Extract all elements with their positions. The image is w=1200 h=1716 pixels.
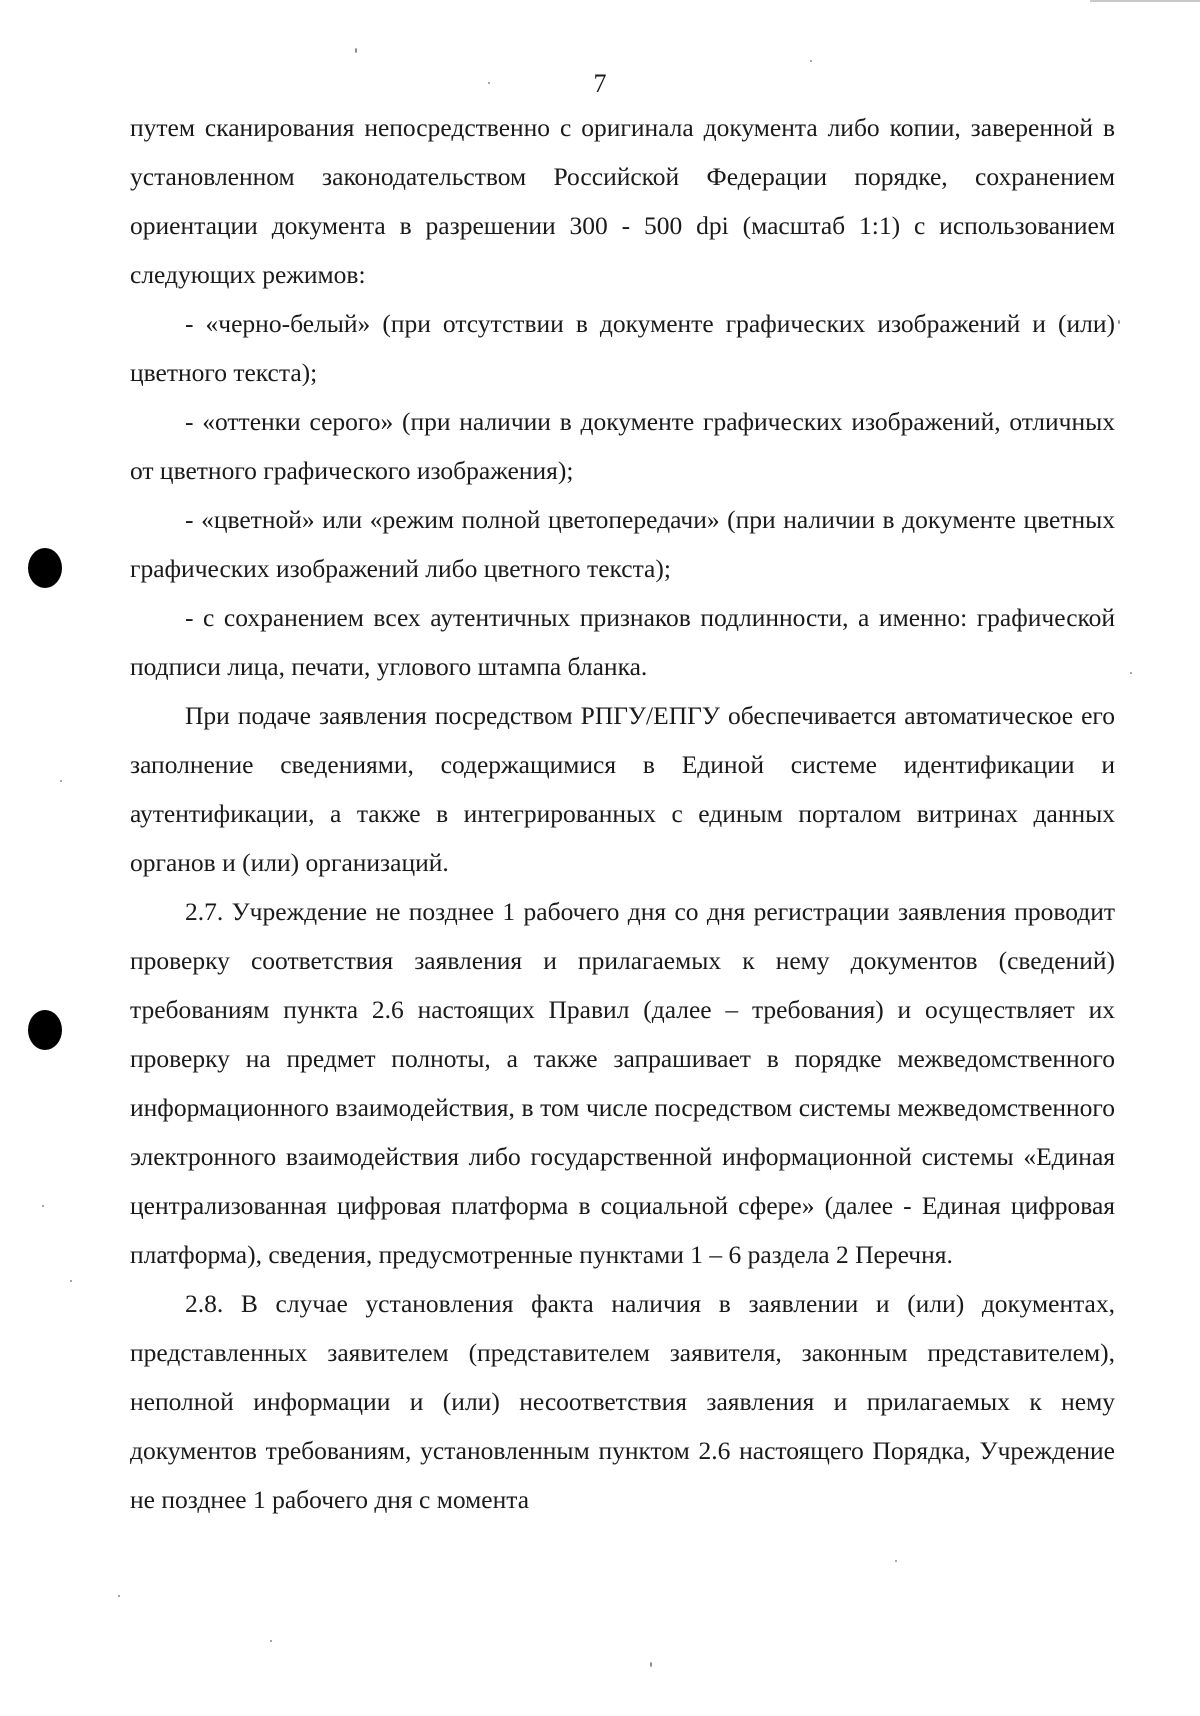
scan-speck bbox=[810, 60, 812, 62]
paragraph-scan-requirements: путем сканирования непосредственно с оригинала документа либо копии, заверенной в установленном законодательством Российской Федерации порядке, сохранением ориентации документа в разрешении 300 - 500 dpi (масштаб 1:1) с использованием следующих режимов: bbox=[130, 113, 1115, 289]
paragraph-mode-grayscale: - «оттенки серого» (при наличии в документе графических изображений, отличных от цветного графического изображения); bbox=[130, 407, 1115, 485]
scan-speck bbox=[70, 1280, 72, 1282]
scan-speck bbox=[270, 1640, 272, 1642]
paragraph-mode-black-white: - «черно-белый» (при отсутствии в документе графических изображений и (или) цветного текста); bbox=[130, 309, 1115, 387]
paragraph-2-7: 2.7. Учреждение не позднее 1 рабочего дня со дня регистрации заявления проводит проверку соответствия заявления и прилагаемых к нему документов (сведений) требованиям пункта 2.6 настоящих Правил (далее – требования) и осуществляет их проверку на предмет полноты, а также запрашивает в порядке межведомственного информационного взаимодействия, в том числе посредством системы межведомственного электронного взаимодействия либо государственной информационной системы «Единая централизованная цифровая платформа в социальной сфере» (далее - Единая цифровая платформа), сведения, предусмотренные пунктами 1 – 6 раздела 2 Перечня. bbox=[130, 897, 1115, 1269]
scan-speck bbox=[118, 1595, 120, 1597]
scan-speck bbox=[650, 1662, 652, 1667]
paragraph-rpgu-epgu: При подаче заявления посредством РПГУ/ЕПГУ обеспечивается автоматическое его заполнение сведениями, содержащимися в Единой системе идентификации и аутентификации, а также в интегрированных с единым порталом витринах данных органов и (или) организаций. bbox=[130, 701, 1115, 877]
scan-speck bbox=[488, 82, 490, 84]
paragraph-authenticity: - с сохранением всех аутентичных признаков подлинности, а именно: графической подписи лица, печати, углового штампа бланка. bbox=[130, 603, 1115, 681]
punch-hole-lower bbox=[28, 1010, 62, 1050]
scan-speck bbox=[1118, 320, 1120, 324]
scan-speck bbox=[895, 1560, 897, 1562]
punch-hole-upper bbox=[28, 548, 62, 588]
scan-speck bbox=[42, 1205, 44, 1207]
scan-edge-mark bbox=[1090, 0, 1200, 2]
scan-speck bbox=[355, 48, 357, 53]
document-body bbox=[130, 103, 1115, 1524]
scan-speck bbox=[1130, 672, 1132, 674]
paragraph-mode-color: - «цветной» или «режим полной цветопередачи» (при наличии в документе цветных графических изображений либо цветного текста); bbox=[130, 505, 1115, 583]
paragraph-2-8: 2.8. В случае установления факта наличия в заявлении и (или) документах, представленных заявителем (представителем заявителя, законным представителем), неполной информации и (или) несоответствия заявления и прилагаемых к нему документов требованиям, установленным пунктом 2.6 настоящего Порядка, Учреждение не позднее 1 рабочего дня с момента bbox=[130, 1289, 1115, 1514]
page-number: 7 bbox=[593, 69, 607, 98]
scan-speck bbox=[60, 780, 62, 782]
